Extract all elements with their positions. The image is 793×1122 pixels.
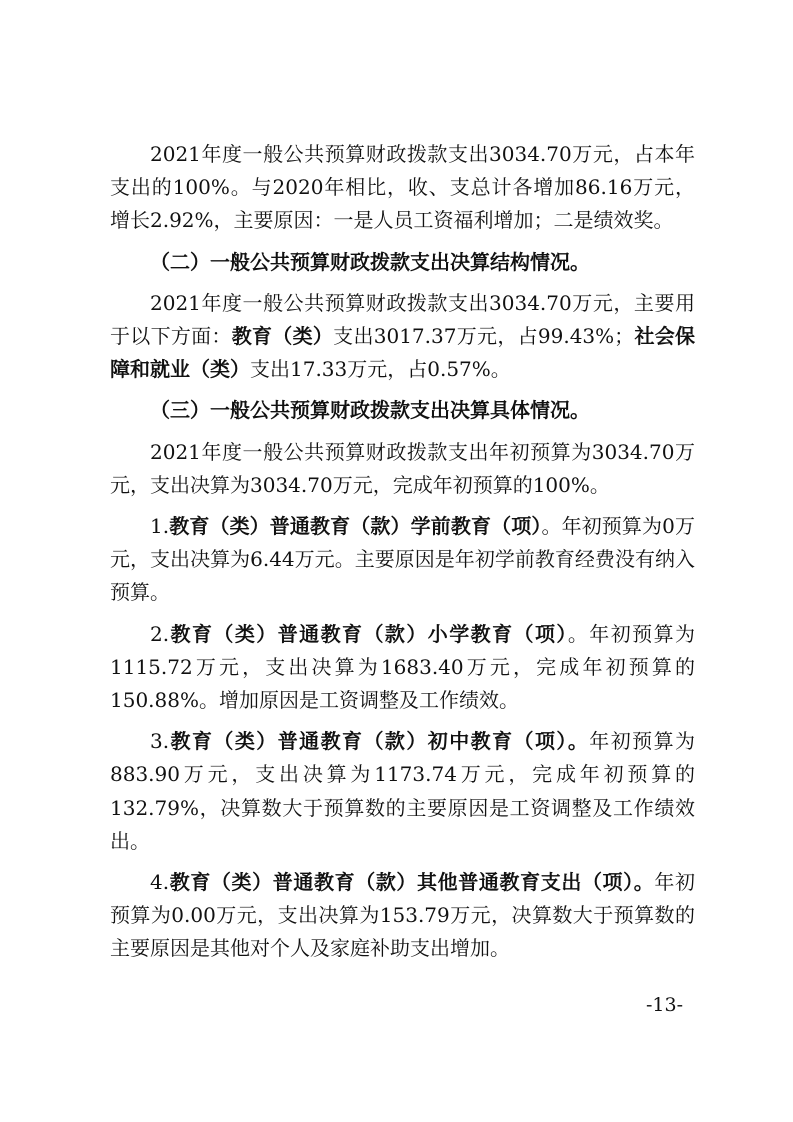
text-run: 年初预算为883.90万元，支出决算为1173.74万元，完成年初预算的132.79%，决算数大于预算数的主要原因是工资调整及工作绩效出。 — [110, 729, 696, 853]
text-run: 2021年度一般公共预算财政拨款支出年初预算为3034.70万元，支出决算为3034.70万元，完成年初预算的100%。 — [110, 439, 695, 497]
item-title: 教育（类）普通教育（款）学前教育（项） — [169, 514, 542, 539]
heading-text: （三）一般公共预算财政拨款支出决算具体情况。 — [150, 398, 590, 423]
paragraph-item-primary — [110, 618, 695, 718]
paragraph-item-preschool — [110, 510, 695, 610]
text-run: 2021年度一般公共预算财政拨款支出3034.70万元，主要用于以下方面： — [110, 290, 695, 349]
category-social-security: 社会保障和就业（类） — [110, 324, 696, 382]
text-run: 。年初预算为1115.72万元，支出决算为1683.40万元，完成年初预算的150.88%。增加原因是工资调整及工作绩效。 — [110, 621, 696, 713]
item-title: 教育（类）普通教育（款）小学教育（项） — [169, 621, 568, 646]
paragraph-overview — [110, 436, 695, 502]
paragraph-summary — [110, 138, 695, 238]
paragraph-structure — [110, 287, 695, 387]
heading-text: （二）一般公共预算财政拨款支出决算结构情况。 — [150, 249, 590, 274]
item-number: 4. — [150, 870, 170, 895]
item-number: 1. — [150, 514, 170, 539]
text-run: 。年初预算为0万元，支出决算为6.44万元。主要原因是年初学前教育经费没有纳入预算。 — [110, 514, 696, 605]
item-number: 3. — [150, 729, 170, 754]
text-run: 支出17.33万元，占0.57%。 — [250, 357, 511, 382]
item-number: 2. — [150, 621, 170, 646]
item-title: 教育（类）普通教育（款）其他普通教育支出（项）。 — [169, 870, 655, 895]
section-heading-details — [110, 394, 695, 427]
section-heading-structure — [110, 246, 695, 279]
item-title: 教育（类）普通教育（款）初中教育（项）。 — [169, 729, 590, 754]
text-run: 年初预算为0.00万元，支出决算为153.79万元，决算数大于预算数的主要原因是其他对个人及家庭补助支出增加。 — [110, 870, 696, 961]
text-run: 支出3017.37万元，占99.43%； — [333, 324, 635, 349]
document-body — [110, 138, 695, 966]
paragraph-item-junior — [110, 725, 695, 858]
paragraph-item-other — [110, 866, 695, 966]
page-number: -13- — [646, 994, 684, 1016]
category-education: 教育（类） — [231, 324, 334, 349]
text-run: 2021年度一般公共预算财政拨款支出3034.70万元，占本年支出的100%。与2020年相比，收、支总计各增加86.16万元，增长2.92%，主要原因：一是人员工资福利增加；二是绩效奖。 — [110, 142, 695, 233]
